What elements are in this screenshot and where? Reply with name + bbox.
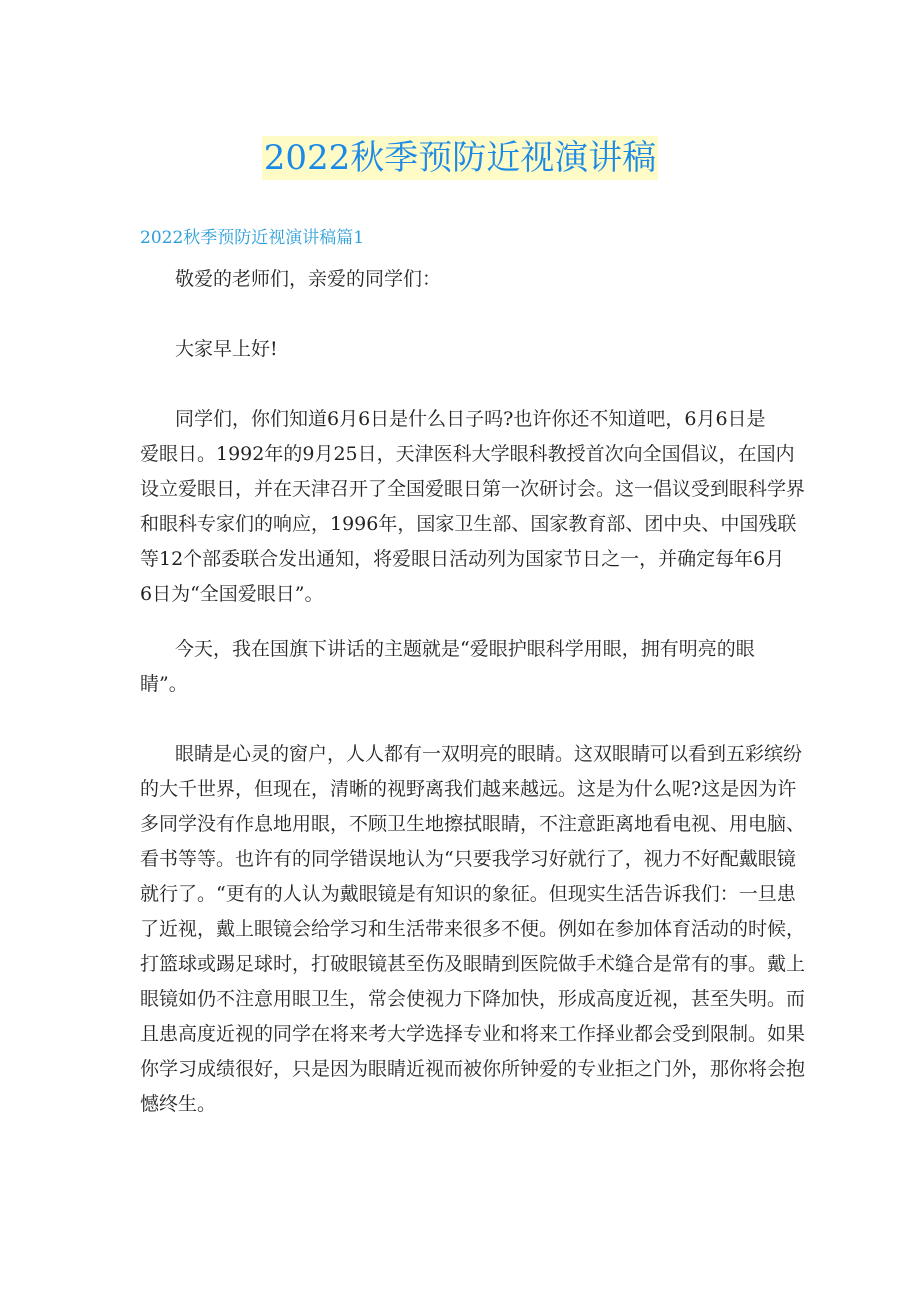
paragraph-line: 就行了。“更有的人认为戴眼镜是有知识的象征。但现实生活告诉我们：一旦患 xyxy=(140,883,796,905)
paragraph-line: 打篮球或踢足球时，打破眼镜甚至伤及眼睛到医院做手术缝合是常有的事。戴上 xyxy=(140,953,806,975)
paragraph-line: 设立爱眼日，并在天津召开了全国爱眼日第一次研讨会。这一倡议受到眼科学界 xyxy=(140,478,806,500)
title-wrap xyxy=(0,136,920,180)
document-title: 2022秋季预防近视演讲稿 xyxy=(263,138,657,178)
paragraph-line: 睛”。 xyxy=(140,673,188,695)
paragraph-line: 和眼科专家们的响应，1996年，国家卫生部、国家教育部、团中央、中国残联 xyxy=(140,513,797,535)
paragraph-line: 且患高度近视的同学在将来考大学选择专业和将来工作择业都会受到限制。如果 xyxy=(140,1023,806,1045)
section-heading: 2022秋季预防近视演讲稿篇1 xyxy=(140,228,365,248)
paragraph-line: 同学们，你们知道6月6日是什么日子吗?也许你还不知道吧，6月6日是 xyxy=(175,408,766,430)
paragraph-line: 6日为“全国爱眼日”。 xyxy=(140,583,324,605)
paragraph-line: 了近视，戴上眼镜会给学习和生活带来很多不便。例如在参加体育活动的时候， xyxy=(140,918,806,940)
paragraph-line: 你学习成绩很好，只是因为眼睛近视而被你所钟爱的专业拒之门外，那你将会抱 xyxy=(140,1058,806,1080)
paragraph-line: 多同学没有作息地用眼，不顾卫生地擦拭眼睛，不注意距离地看电视、用电脑、 xyxy=(140,813,806,835)
paragraph-line: 大家早上好! xyxy=(175,338,278,360)
paragraph-line: 爱眼日。1992年的9月25日，天津医科大学眼科教授首次向全国倡议，在国内 xyxy=(140,443,795,465)
paragraph-line: 等12个部委联合发出通知，将爱眼日活动列为国家节日之一，并确定每年6月 xyxy=(140,548,785,570)
paragraph-line: 憾终生。 xyxy=(140,1093,217,1115)
paragraph-line: 眼镜如仍不注意用眼卫生，常会使视力下降加快，形成高度近视，甚至失明。而 xyxy=(140,988,806,1010)
paragraph-line: 的大千世界，但现在，清晰的视野离我们越来越远。这是为什么呢?这是因为许 xyxy=(140,778,797,800)
paragraph-line: 眼睛是心灵的窗户，人人都有一双明亮的眼睛。这双眼睛可以看到五彩缤纷 xyxy=(175,743,803,765)
paragraph-line: 今天，我在国旗下讲话的主题就是“爱眼护眼科学用眼，拥有明亮的眼 xyxy=(175,638,755,660)
paragraph-line: 敬爱的老师们，亲爱的同学们： xyxy=(175,268,442,290)
paragraph-line: 看书等等。也许有的同学错误地认为“只要我学习好就行了，视力不好配戴眼镜 xyxy=(140,848,796,870)
